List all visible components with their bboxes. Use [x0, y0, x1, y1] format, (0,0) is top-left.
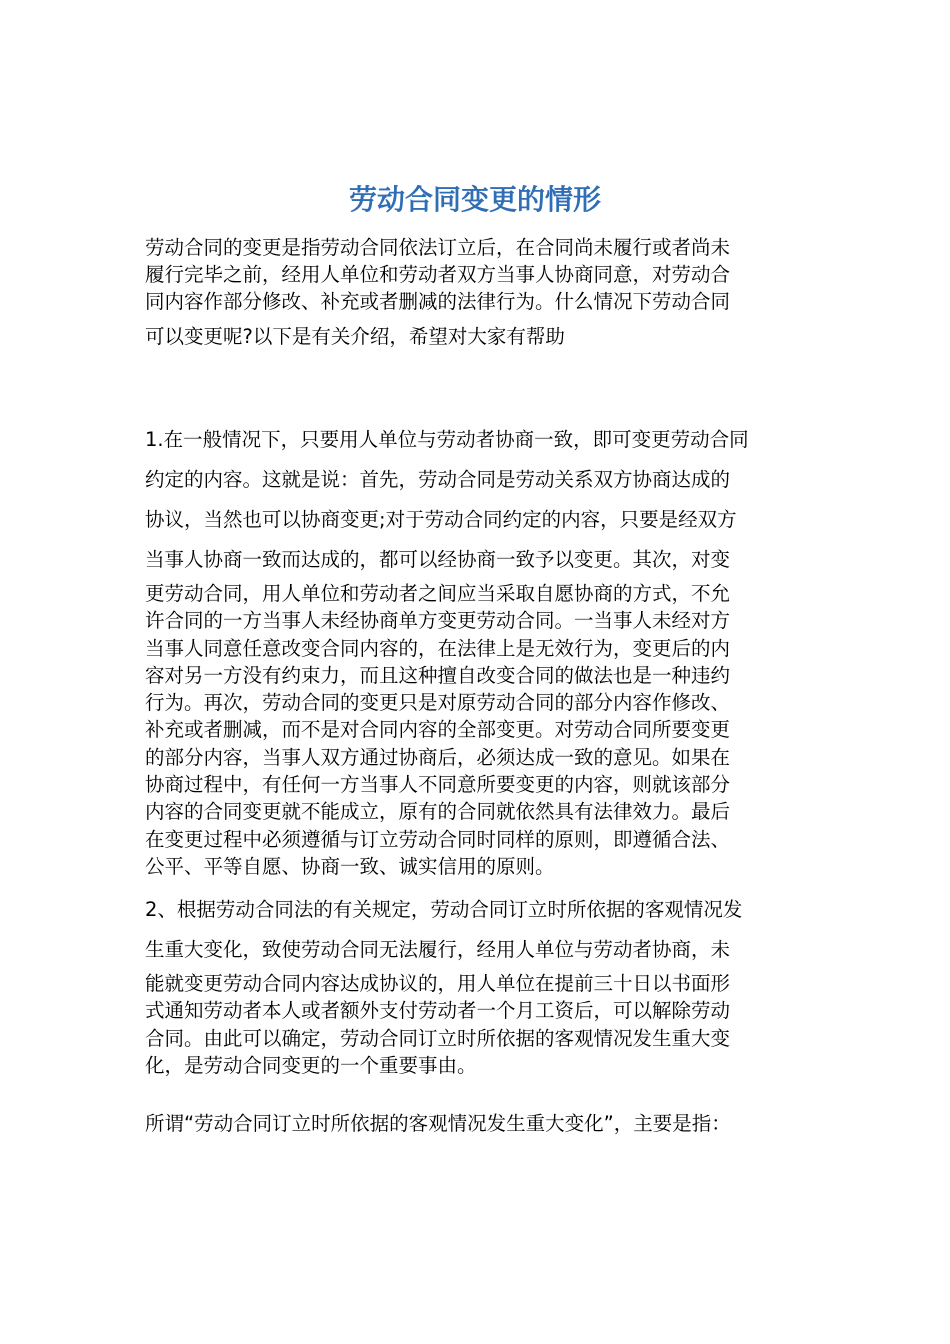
- item-2-line: 2、根据劳动合同法的有关规定，劳动合同订立时所依据的客观情况发: [145, 898, 743, 921]
- item-1-line: 协议，当然也可以协商变更;对于劳动合同约定的内容，只要是经双方: [145, 508, 737, 531]
- item-2-line: 能就变更劳动合同内容达成协议的，用人单位在提前三十日以书面形: [145, 972, 731, 995]
- intro-line: 履行完毕之前，经用人单位和劳动者双方当事人协商同意，对劳动合: [145, 263, 731, 286]
- item-2-line: 合同。由此可以确定，劳动合同订立时所依据的客观情况发生重大变: [145, 1026, 731, 1050]
- item-2-paragraph: [145, 890, 807, 1079]
- item-1-line: 协商过程中，有任何一方当事人不同意所要变更的内容，则就该部分: [145, 773, 731, 797]
- intro-line: 可以变更呢?以下是有关介绍，希望对大家有帮助: [145, 325, 565, 348]
- item-1-line: 约定的内容。这就是说：首先，劳动合同是劳动关系双方协商达成的: [145, 468, 731, 491]
- intro-paragraph: [145, 234, 807, 355]
- item-1-paragraph: [145, 420, 807, 880]
- document-title: 劳动合同变更的情形: [348, 183, 601, 216]
- intro-line: 同内容作部分修改、补充或者删减的法律行为。什么情况下劳动合同: [145, 290, 731, 313]
- item-1-line: 行为。再次，劳动合同的变更只是对原劳动合同的部分内容作修改、: [145, 691, 731, 715]
- item-2-line: 式通知劳动者本人或者额外支付劳动者一个月工资后，可以解除劳动: [145, 999, 731, 1023]
- item-1-line: 的部分内容，当事人双方通过协商后，必须达成一致的意见。如果在: [145, 745, 731, 769]
- item-1-line: 公平、平等自愿、协商一致、诚实信用的原则。: [145, 854, 555, 878]
- note-paragraph: 所谓“劳动合同订立时所依据的客观情况发生重大变化”，主要是指：: [145, 1112, 731, 1135]
- item-1-line: 补充或者删减，而不是对合同内容的全部变更。对劳动合同所要变更: [145, 718, 731, 742]
- item-2-line: 化，是劳动合同变更的一个重要事由。: [145, 1053, 477, 1077]
- item-1-line: 许合同的一方当事人未经协商单方变更劳动合同。一当事人未经对方: [145, 609, 731, 633]
- item-1-line: 当事人同意任意改变合同内容的，在法律上是无效行为，变更后的内: [145, 636, 731, 660]
- intro-line: 劳动合同的变更是指劳动合同依法订立后，在合同尚未履行或者尚未: [145, 236, 731, 259]
- item-1-line: 当事人协商一致而达成的，都可以经协商一致予以变更。其次，对变: [145, 548, 731, 571]
- item-1-line: 内容的合同变更就不能成立，原有的合同就依然具有法律效力。最后: [145, 800, 731, 824]
- item-2-line: 生重大变化，致使劳动合同无法履行，经用人单位与劳动者协商，未: [145, 938, 731, 961]
- item-1-line: 在变更过程中必须遵循与订立劳动合同时同样的原则，即遵循合法、: [145, 827, 731, 851]
- item-1-line: 容对另一方没有约束力，而且这种擅自改变合同的做法也是一种违约: [145, 663, 731, 687]
- item-1-line: 更劳动合同，用人单位和劳动者之间应当采取自愿协商的方式，不允: [145, 582, 731, 605]
- item-1-line: 1.在一般情况下，只要用人单位与劳动者协商一致，即可变更劳动合同: [145, 428, 749, 451]
